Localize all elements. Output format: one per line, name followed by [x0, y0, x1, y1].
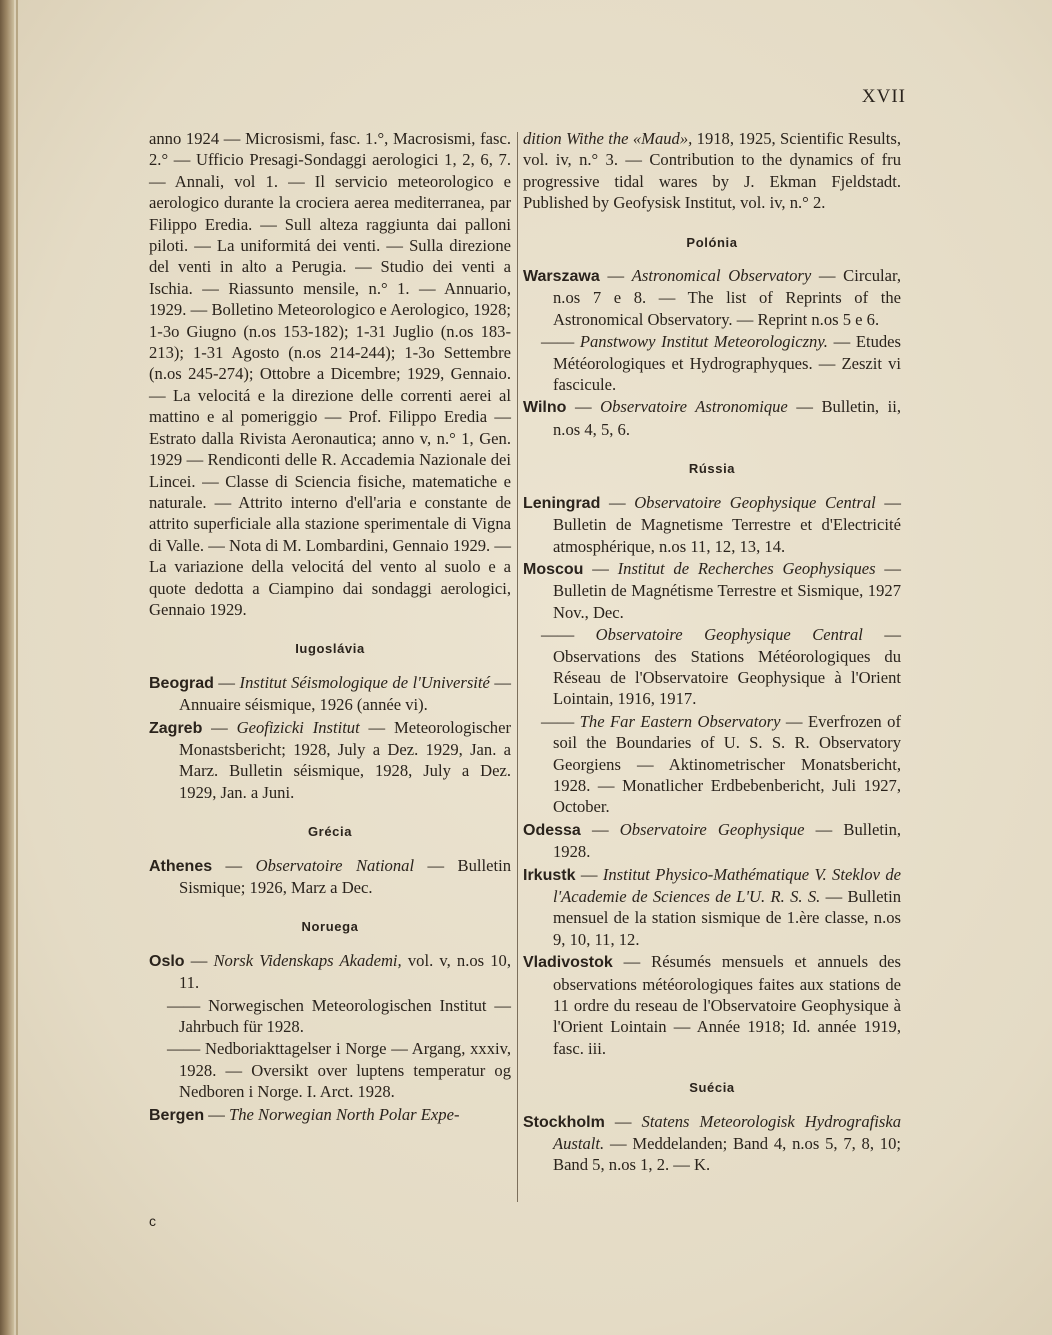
entry-text: — Bulletin, 1928. — [553, 819, 902, 862]
entry-text: — Observations des Stations Météorologiques du Réseau de l'Observatoire Geophysique à l'Orient Lointain, 1916, 1917. — [553, 625, 901, 709]
entry-separator: — — [600, 492, 635, 512]
entry-institution: Geofizicki Institut — [236, 717, 360, 737]
entry-text: — Bulletin, ii, n.os 4, 5, 6. — [553, 397, 901, 439]
entry-city: Zagreb — [149, 719, 203, 737]
entry-city: Odessa — [523, 821, 581, 839]
entry-separator: — — [612, 952, 652, 972]
entry-text: Résumés mensuels et annuels des observations météorologiques faites aux stations de 11 ordre du reseau de l'Observatoire Geophysique à l'Orient Lointain — Année 1918; Id. année 1919, fasc. iii. — [553, 952, 901, 1058]
entry-separator: —— — [541, 332, 580, 352]
book-binding — [0, 0, 14, 1335]
entry-text: — Bulletin de Magnétisme Terrestre et Sismique, 1927 Nov., Dec. — [553, 558, 901, 622]
entry-separator: — — [583, 558, 618, 578]
entry-text: — Circular, n.os 7 e 8. — The list of Reprints of the Astronomical Observatory. — Reprint n.os 5 e 6. — [553, 266, 902, 329]
entry-institution: Astronomical Observatory — [631, 266, 812, 286]
entry-institution: Institut Physico-Mathématique V. Steklov de l'Academie de Sciences de L'U. R. S. S. — [553, 864, 901, 906]
entry-institution: Institut de Recherches Geophysiques — [617, 558, 876, 578]
entry-institution: Statens Meteorologisk Hydrografiska Austalt. — [553, 1111, 901, 1154]
entry-institution: Observatoire Geophysique Central — [595, 625, 863, 645]
entry-institution: Norsk Videnskaps Akademi, — [213, 950, 402, 970]
entry-separator: — — [604, 1111, 642, 1131]
entry-text: — Meddelanden; Band 4, n.os 5, 7, 8, 10; Band 5, n.os 1, 2. — K. — [553, 1134, 901, 1175]
bibliography-entry — [523, 492, 901, 557]
section-title: Noruega — [301, 919, 359, 935]
right-column — [523, 128, 901, 1177]
entry-separator: — — [580, 819, 620, 839]
entry-separator: — — [202, 717, 237, 737]
entry-city: Stockholm — [523, 1113, 605, 1131]
entry-institution: Observatoire Geophysique Central — [634, 492, 876, 512]
entry-separator: — — [566, 397, 601, 417]
bergen-continued-body: 1918, 1925, Scientific Results, vol. iv, n.° 3. — Contribution to the dynamics of fru progressive tidal wares by J. Ekman Fjeldstadt. Published by Geofysisk Institut, vol. iv, n.° 2. — [523, 129, 902, 213]
entry-institution: Observatoire Astronomique — [600, 397, 788, 417]
bibliography-entry — [523, 331, 901, 395]
entry-text: — Everfrozen of soil the Boundaries of U. S. S. R. Observatory Georgiens — Aktinometrischer Monatsbericht, 1928. — Monatlicher Erdbebenbericht, Juli 1927, October. — [553, 711, 901, 817]
entry-separator: — — [213, 672, 240, 692]
entry-city: Bergen — [149, 1106, 205, 1124]
entry-separator: — — [184, 950, 214, 970]
italy-continued-text: anno 1924 — Microsismi, fasc. 1.°, Macrosismi, fasc. 2.° — Ufficio Presagi-Sondaggi aerologici 1, 2, 6, 7. — Annali, vol 1. — Il servicio meteorologico e aerologico durante la crociera aerea mediterranea, par Filippo Eredia. — Sull alteza raggiunta dai palloni piloti. — La uniformitá dei venti. — Sulla direzione del venti in alto a Perugia. — Studio dei venti a Ischia. — Riassunto mensile, n.° 1. — Annuario, 1929. — Bolletino Meteorologico e Aerologico, 1928; 1-3o Giugno (n.os 153-182); 1-31 Juglio (n.os 183-213); 1-31 Agosto (n.os 214-244); 1-3o Settembre (n.os 245-274); Ottobre a Dicembre; 1929, Gennaio. — La velocitá e la direzione delle correnti aerei al mattino e al pomeriggio — Prof. Filippo Eredia — Estrato dalla Rivista Aeronautica; anno v, n.° 1, Gen. 1929 — Rendiconti delle R. Accademia Nazionale dei Lincei. — Classe di Sciencia fisiche, matematiche e naturale. — Attrito interno d'ell'aria e constante de attrito superficiale alla stazione sperimentale di Vigna di Valle. — Nota di M. Lombardini, Gennaio 1929. — La variazione della velocitá del vento al suolo e a quote dedotta a Ciampino dai sondaggi aerologici, Gennaio 1929. — [149, 129, 511, 619]
bibliography-entry — [149, 672, 511, 716]
right-sections — [523, 232, 901, 1176]
entry-city: Warszawa — [523, 268, 600, 286]
entry-text: — Bulletin de Magnetisme Terrestre et d'Electricité atmosphérique, n.os 11, 12, 13, 14. — [553, 492, 901, 556]
section-title: Rússia — [688, 461, 736, 477]
bibliography-entry — [149, 855, 511, 899]
signature-mark: c — [149, 1213, 156, 1229]
entry-separator: — — [599, 266, 632, 286]
entry-city: Beograd — [149, 674, 214, 692]
bibliography-entry — [149, 950, 511, 994]
entry-text: vol. v, n.os 10, 11. — [179, 950, 511, 993]
bibliography-entry — [523, 558, 901, 623]
entry-institution: Observatoire National — [255, 855, 415, 875]
entry-separator: — — [204, 1104, 230, 1124]
bibliography-entry — [149, 1038, 511, 1102]
bibliography-entry — [523, 951, 901, 1059]
bibliography-entry — [523, 396, 901, 440]
bibliography-entry — [523, 265, 901, 330]
bergen-continued-text — [523, 128, 901, 214]
entry-text: — Bulletin Sismique; 1926, Marz a Dec. — [179, 855, 512, 897]
section-title: Iugoslávia — [295, 641, 365, 657]
entry-city: Moscou — [523, 560, 584, 578]
bibliography-entry — [523, 711, 901, 818]
entry-text: Norwegischen Meteorologischen Institut — Jahrbuch für 1928. — [179, 995, 511, 1037]
entry-city: Irkustk — [523, 866, 576, 884]
entry-city: Wilno — [523, 399, 567, 417]
column-divider — [517, 132, 518, 1202]
bibliography-entry — [523, 819, 901, 863]
bibliography-entry — [523, 1111, 901, 1176]
bergen-continued-italic: dition Withe the «Maud», — [523, 129, 693, 148]
entry-separator: — — [575, 864, 603, 884]
entry-text: — Etudes Météorologiques et Hydrographyques. — Zeszit vi fascicule. — [553, 332, 901, 395]
bibliography-entry — [149, 1104, 511, 1126]
entry-separator: —— — [541, 711, 580, 731]
binding-edge — [16, 0, 18, 1335]
entry-separator: — — [212, 855, 256, 875]
bibliography-entry — [149, 995, 511, 1038]
entry-institution: The Far Eastern Observatory — [579, 711, 781, 731]
entry-text: — Annuaire séismique, 1926 (année vi). — [179, 672, 511, 715]
section-title: Grécia — [307, 824, 353, 840]
entry-text: — Bulletin mensuel de la station sismique de 1.ère classe, n.os 9, 10, 11, 12. — [553, 887, 902, 949]
bibliography-entry — [523, 624, 901, 710]
bibliography-entry — [149, 717, 511, 804]
entry-separator: —— — [167, 1039, 205, 1059]
entry-separator: —— — [541, 625, 596, 645]
section-title: Polónia — [686, 234, 738, 250]
entry-city: Leningrad — [523, 494, 601, 512]
entry-institution: Observatoire Geophysique — [619, 819, 805, 839]
entry-institution: The Norwegian North Polar Expe- — [229, 1104, 460, 1124]
entry-text: Nedboriakttagelser i Norge — Argang, xxxiv, 1928. — Oversikt over luptens temperatur og Nedboren i Norge. I. Arct. 1928. — [179, 1039, 511, 1102]
entry-city: Athenes — [149, 857, 213, 875]
entry-city: Vladivostok — [523, 954, 613, 972]
bibliography-entry — [523, 864, 901, 951]
entry-separator: —— — [167, 995, 209, 1015]
entry-city: Oslo — [149, 952, 185, 970]
left-sections — [149, 638, 511, 1126]
section-title: Suécia — [689, 1080, 735, 1096]
entry-institution: Institut Séismologique de l'Université — [239, 672, 490, 692]
entry-text: — Meteorologischer Monastsbericht; 1928, July a Dez. 1929, Jan. a Marz. Bulletin séismique, 1928, July a Dez. 1929, Jan. a Juni. — [179, 717, 511, 802]
left-column — [149, 128, 511, 1127]
entry-institution: Panstwowy Institut Meteorologiczny. — [579, 332, 828, 352]
page-number: XVII — [861, 86, 906, 107]
